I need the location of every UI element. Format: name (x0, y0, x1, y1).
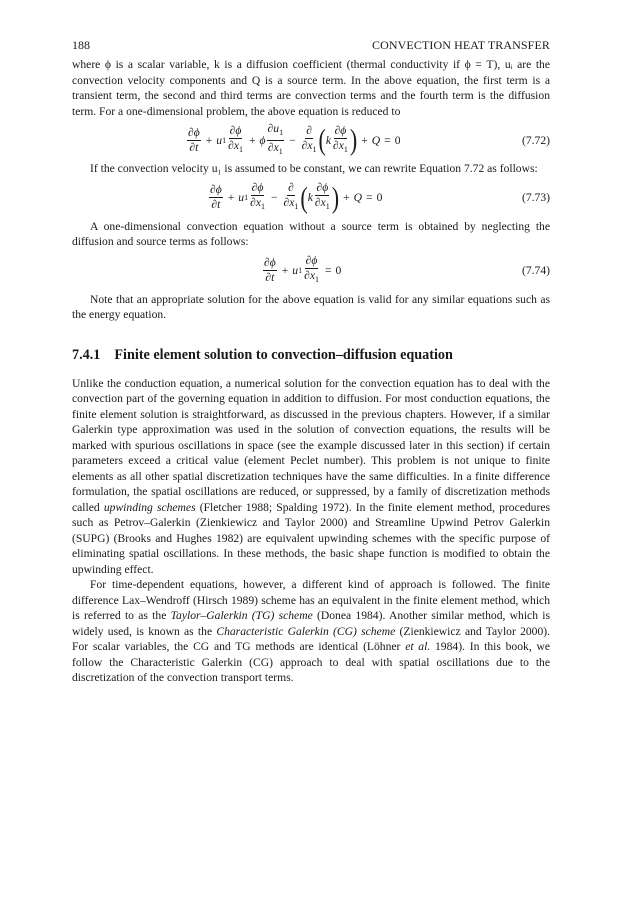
equation-7-73 (72, 177, 550, 219)
emphasis-upwinding-schemes: upwinding schemes (103, 500, 196, 514)
running-title: CONVECTION HEAT TRANSFER (372, 38, 550, 52)
paragraph-text: (Fletcher 1988; Spalding 1972). In the finite element method, procedures such as Petrov–Galerkin (Zienkiewicz and Taylor 2000) and Streamline Upwind Petrov Galerkin (SUPG) (Brooks and Hughes 1982) are equivalent upwinding schemes with the specific purpose of eliminating spatial oscillations. In these methods, the basic shape function is modified to obtain the upwinding effect. (72, 500, 550, 576)
paragraph-note: Note that an appropriate solution for the above equation is valid for any similar equations such as the energy equation. (72, 292, 550, 321)
emphasis-et-al: et al. (405, 640, 431, 653)
paragraph-text: 1984). In this book, we follow the Characteristic Galerkin (CG) approach to deal with spatial oscillations due to the discretization of the convection transport terms. (72, 640, 550, 684)
section-number: 7.4.1 (72, 346, 101, 363)
paragraph-text: (Zienkiewicz and Taylor 2000). For scalar variables, the CG and TG methods are identical (Löhner (72, 624, 551, 653)
paragraph-intro: where ϕ is a scalar variable, k is a diffusion coefficient (thermal conductivity if ϕ = T), uᵢ are the convection velocity components and Q is a source term. In the above equation, the first term is a transient term, the second and third terms are convection terms and the fourth term is the diffusion term. For a one-dimensional problem, the above equation is reduced to (72, 58, 550, 118)
running-header (72, 38, 550, 56)
paragraph-text: (Donea 1984). Another similar method, which is widely used, is known as the (72, 609, 550, 638)
paragraph-upwinding (72, 376, 550, 578)
emphasis-characteristic-galerkin: Characteristic Galerkin (CG) scheme (216, 624, 396, 638)
equation-number: (7.73) (521, 191, 550, 204)
paragraph-one-dimensional: A one-dimensional convection equation without a source term is obtained by neglecting the diffusion and source terms as follows: (72, 219, 550, 248)
equation-7-72-body: $\frac{\partial\phi}{\partial t}$ + u 1 $\frac{\partial\phi}{\partial x_1}$ + ϕ $\frac{\partial u_1}{\partial x_1}$ − $\frac{\partial}{\partial x_1}$ ( k $\frac{\partial\phi}{\partial x_1}$ ) + Q = 0 (188, 121, 401, 157)
page (72, 38, 550, 686)
paragraph-time-dependent (72, 577, 550, 686)
equation-number: (7.74) (521, 264, 550, 277)
equation-number: (7.72) (521, 133, 550, 147)
page-number: 188 (72, 38, 90, 52)
section-heading (72, 347, 550, 364)
equation-7-73-body: $\frac{\partial\phi}{\partial t}$ + u 1 $\frac{\partial\phi}{\partial x_1}$ − $\frac{\partial}{\partial x_1}$ ( k $\frac{\partial\phi}{\partial x_1}$ ) + Q = 0 (210, 179, 383, 214)
equation-7-74 (72, 250, 550, 292)
section-title: Finite element solution to convection–diffusion equation (114, 346, 453, 363)
emphasis-taylor-galerkin: Taylor–Galerkin (TG) scheme (170, 609, 313, 622)
paragraph-text: For time-dependent equations, however, a different kind of approach is followed. The finite difference Lax–Wendroff (Hirsch 1989) scheme has an equivalent in the finite element method, which is referred to as the (72, 578, 550, 622)
paragraph-text: Unlike the conduction equation, a numerical solution for the convection equation has to deal with the convection part of the governing equation in addition to diffusion. For most conduction equations, the finite element solution is straightforward, as discussed in the previous chapters. However, if a similar Galerkin type approximation was used in the solution of convection equations, the results will be marked with spurious oscillations in space (see the example discussed later in this section) if certain parameters exceed a critical value (element Peclet number). This problem is not unique to finite elements as all other spatial discretization techniques have the same difficulties. In a finite difference formulation, the spatial oscillations are reduced, or suppressed, by a family of discretization methods called (72, 376, 550, 514)
equation-7-74-body: $\frac{\partial\phi}{\partial t}$ + u 1 $\frac{\partial\phi}{\partial x_1}$ = 0 (264, 254, 342, 284)
paragraph-constant-velocity: If the convection velocity u₁ is assumed to be constant, we can rewrite Equation 7.72 as follows: (90, 162, 538, 175)
equation-7-72 (72, 119, 550, 161)
